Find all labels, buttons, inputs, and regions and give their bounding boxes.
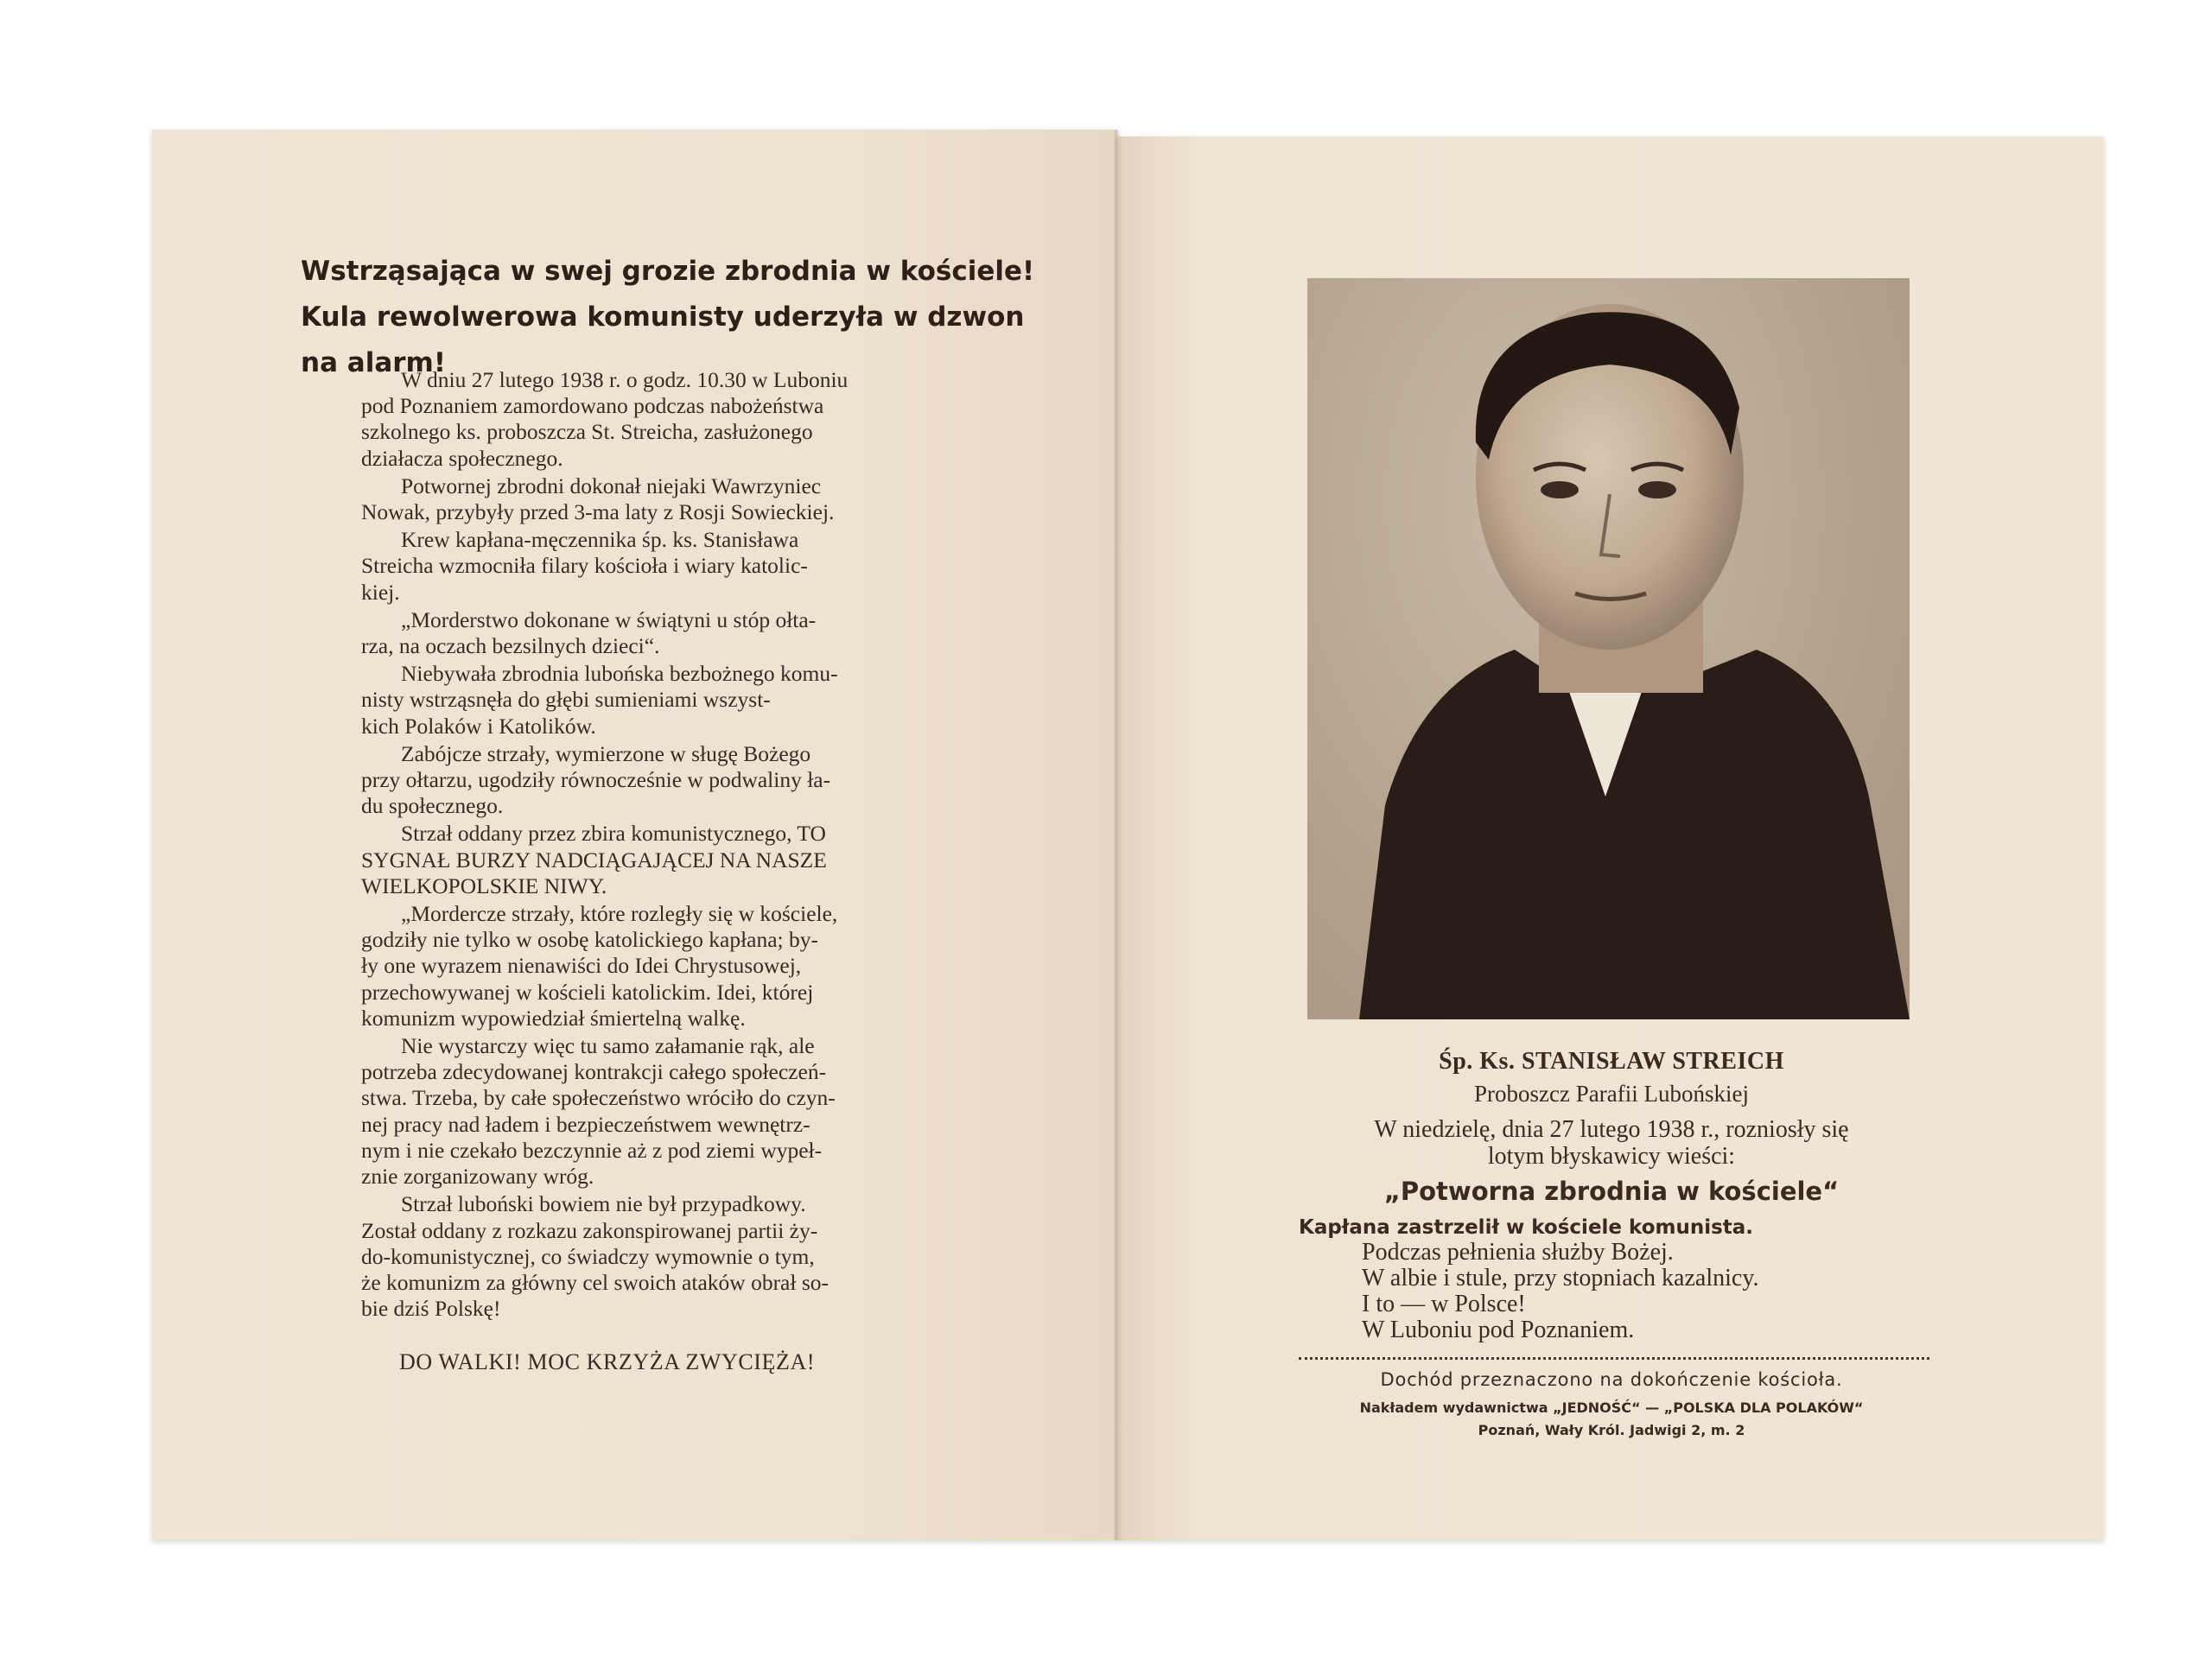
article-paragraph (361, 1033, 987, 1190)
page-fold (1115, 130, 1122, 1540)
headline (301, 249, 1035, 386)
article-line: Krew kapłana-męczennika śp. ks. Stanisława (401, 527, 799, 553)
article-paragraph (361, 901, 987, 1031)
article-paragraph (361, 821, 987, 899)
article-line: Strzał luboński bowiem nie był przypadkowy. (401, 1191, 806, 1217)
article-line: nej pracy nad ładem i bezpieczeństwem wewnętrz- (361, 1111, 810, 1137)
article-line: pod Poznaniem zamordowano podczas nabożeństwa (361, 393, 824, 419)
article-line: nisty wstrząsnęła do głębi sumieniami wszyst- (361, 687, 771, 713)
article-line: Strzał oddany przez zbira komunistycznego, TO (401, 821, 826, 847)
article-line: do-komunistycznej, co świadczy wymownie o tym, (361, 1243, 815, 1269)
statement-line: Podczas pełnienia służby Bożej. (1362, 1239, 1674, 1266)
article-line: „Mordercze strzały, które rozległy się w kościele, (401, 901, 838, 927)
headline-line: Wstrząsająca w swej grozie zbrodnia w kościele! (301, 256, 1035, 287)
article-paragraph (361, 741, 987, 820)
article-line: Zabójcze strzały, wymierzone w sługę Bożego (401, 740, 811, 766)
article-line: że komunizm za główny cel swoich ataków obrał so- (361, 1269, 830, 1295)
closing-slogan: DO WALKI! MOC KRZYŻA ZWYCIĘŻA! (399, 1349, 816, 1374)
article-line: szkolnego ks. proboszcza St. Streicha, zasłużonego (361, 419, 813, 445)
quote-heading: „Potworna zbrodnia w kościele“ (1383, 1177, 1840, 1206)
article-line: W dniu 27 lutego 1938 r. o godz. 10.30 w Luboniu (401, 367, 849, 392)
statement-line: W albie i stule, przy stopniach kazalnicy. (1362, 1265, 1759, 1291)
article-line: stwa. Trzeba, by całe społeczeństwo wróciło do czyn- (361, 1085, 836, 1111)
article-line: Został oddany z rozkazu zakonspirowanej partii ży- (361, 1217, 818, 1243)
dotted-divider (1299, 1357, 1929, 1360)
statement-line: I to — w Polsce! (1362, 1291, 1526, 1317)
article-line: znie zorganizowany wróg. (361, 1164, 594, 1190)
article-line: godziły nie tylko w osobę katolickiego kapłana; by- (361, 927, 819, 953)
article-line: du społecznego. (361, 793, 504, 819)
article-line: potrzeba zdecydowanej kontrakcji całego społeczeń- (361, 1059, 827, 1085)
article-line: przechowywanej w kościeli katolickim. Idei, której (361, 979, 814, 1005)
footer-publisher: Nakładem wydawnictwa „JEDNOŚĆ“ — „POLSKA DLA POLAKÓW“ (1359, 1399, 1864, 1416)
headline-line: na alarm! (301, 347, 446, 378)
priest-name: Śp. Ks. STANISŁAW STREICH (1439, 1048, 1784, 1075)
article-line: przy ołtarzu, ugodziły równocześnie w podwaliny ła- (361, 767, 831, 793)
article-line: ły one wyrazem nienawiści do Idei Chrystusowej, (361, 953, 802, 979)
article-line: Nowak, przybyły przed 3-ma laty z Rosji Sowieckiej. (361, 499, 835, 525)
article-paragraph (361, 661, 987, 739)
article-paragraph (361, 607, 987, 659)
article-paragraph (361, 1191, 987, 1322)
statement-line: W Luboniu pod Poznaniem. (1362, 1317, 1635, 1343)
article-line: rza, na oczach bezsilnych dzieci“. (361, 633, 660, 659)
date-line: W niedzielę, dnia 27 lutego 1938 r., rozniosły się (1374, 1116, 1849, 1143)
footer-address: Poznań, Wały Król. Jadwigi 2, m. 2 (1478, 1422, 1745, 1438)
article-line: nym i nie czekało bezczynnie aż z pod ziemi wypeł- (361, 1137, 823, 1163)
article-line: SYGNAŁ BURZY NADCIĄGAJĄCEJ NA NASZE (361, 847, 827, 873)
article-line: kiej. (361, 579, 400, 605)
article-line: komunizm wypowiedział śmiertelną walkę. (361, 1005, 746, 1031)
priest-role: Proboszcz Parafii Lubońskiej (1474, 1081, 1749, 1107)
article-line: WIELKOPOLSKIE NIWY. (361, 873, 607, 898)
article-line: Niebywała zbrodnia lubońska bezbożnego komu- (401, 661, 838, 687)
article-body (361, 367, 987, 1323)
footer-proceeds: Dochód przeznaczono na dokończenie kościoła. (1380, 1369, 1843, 1390)
statement-lines (1362, 1240, 1759, 1343)
article-line: Streicha wzmocniła filary kościoła i wiary katolic- (361, 553, 808, 579)
article-paragraph (361, 527, 987, 606)
portrait-photo (1307, 278, 1910, 1019)
article-paragraph (361, 473, 987, 525)
article-line: „Morderstwo dokonane w świątyni u stóp ołta- (401, 606, 817, 632)
bold-statement: Kapłana zastrzelił w kościele komunista. (1299, 1216, 1754, 1239)
article-paragraph (361, 367, 987, 472)
article-line: Nie wystarczy więc tu samo załamanie rąk, ale (401, 1033, 815, 1059)
article-line: Potwornej zbrodni dokonał niejaki Wawrzyniec (401, 473, 822, 498)
article-line: kich Polaków i Katolików. (361, 713, 596, 739)
headline-line: Kula rewolwerowa komunisty uderzyła w dzwon (301, 301, 1025, 333)
news-line: lotym błyskawicy wieści: (1487, 1143, 1736, 1170)
article-line: bie dziś Polskę! (361, 1296, 501, 1322)
article-line: działacza społecznego. (361, 445, 563, 471)
